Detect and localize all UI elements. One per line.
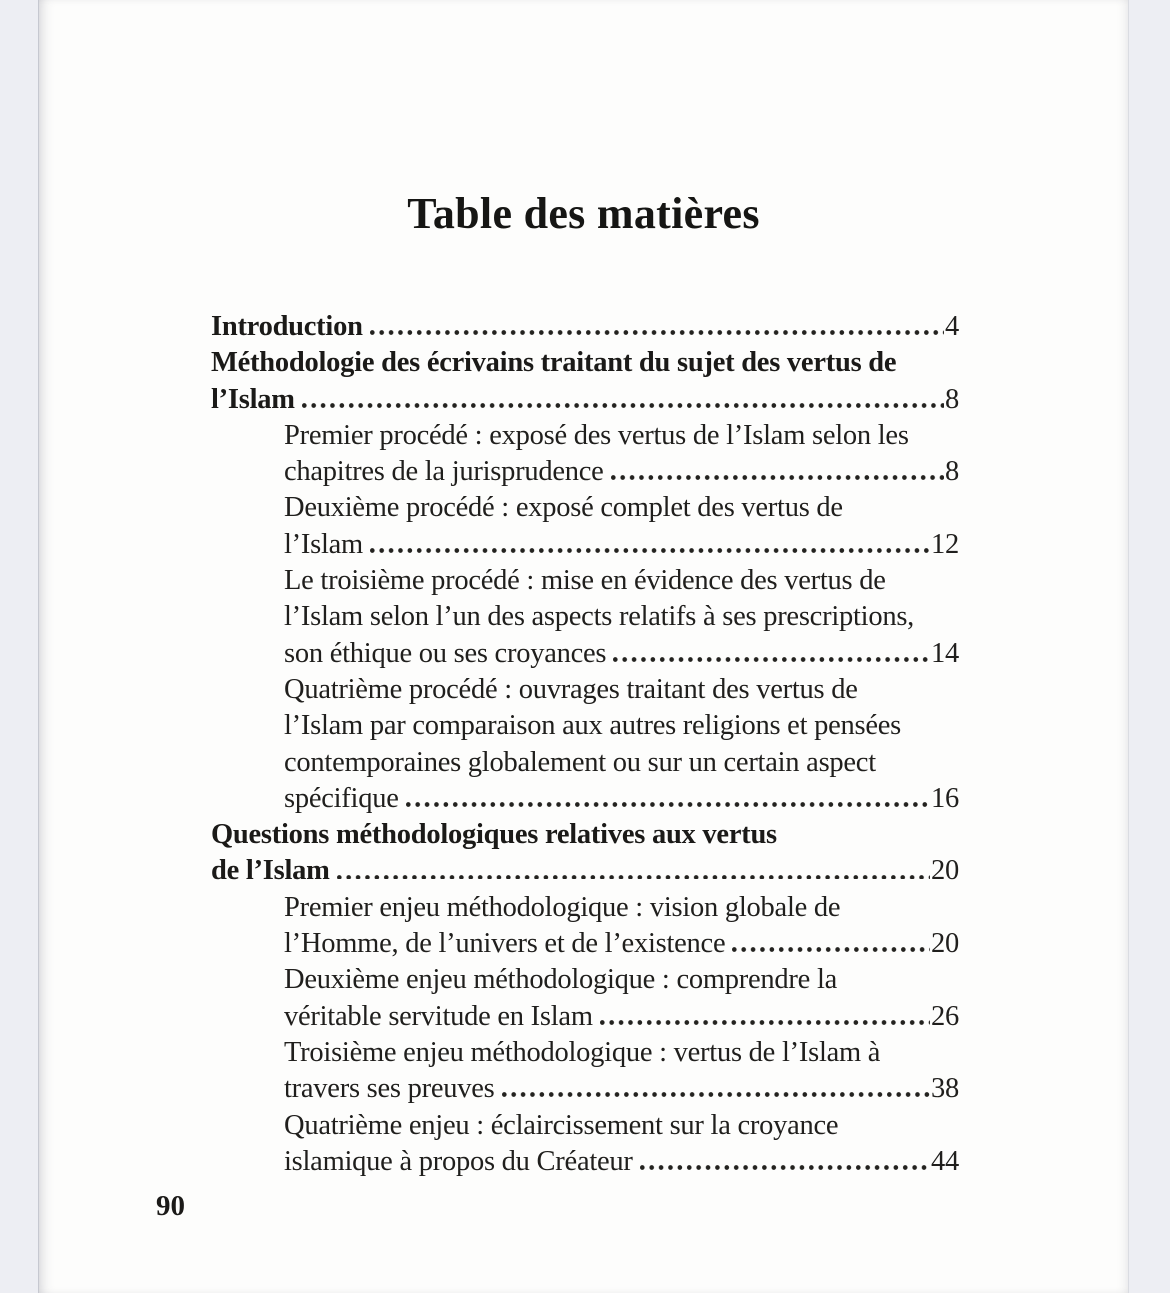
toc-list (211, 309, 959, 1180)
toc-entry-text: Quatrième enjeu : éclaircissement sur la croyance (284, 1109, 839, 1141)
toc-entry (211, 890, 959, 963)
dot-leader (302, 403, 944, 408)
toc-entry-line (284, 672, 959, 708)
dot-leader (370, 548, 930, 553)
toc-entry-text: l’Islam (211, 383, 295, 415)
toc-entry-line (284, 781, 959, 817)
toc-entry-text: Méthodologie des écrivains traitant du sujet des vertus de (211, 347, 897, 379)
dot-leader (337, 875, 930, 880)
toc-entry-line (284, 890, 959, 926)
dot-leader (732, 947, 930, 952)
toc-entry-text: Deuxième procédé : exposé complet des vertus de (284, 492, 843, 524)
toc-entry-text: son éthique ou ses croyances (284, 637, 607, 669)
toc-entry-text: Le troisième procédé : mise en évidence des vertus de (284, 565, 886, 597)
toc-entry-text: Deuxième enjeu méthodologique : comprendre la (284, 964, 838, 996)
toc-entry-text: travers ses preuves (284, 1073, 495, 1105)
toc-entry-page-number: 20 (931, 928, 959, 960)
toc-entry (211, 418, 959, 491)
book-page (38, 0, 1129, 1293)
toc-entry-line (284, 599, 959, 635)
toc-entry (211, 309, 959, 345)
toc-entry (211, 962, 959, 1035)
toc-entry-text: spécifique (284, 782, 399, 814)
dot-leader (613, 657, 930, 662)
toc-entry-text: Premier enjeu méthodologique : vision globale de (284, 891, 841, 923)
toc-entry-page-number: 8 (945, 383, 959, 415)
dot-leader (502, 1092, 930, 1097)
toc-entry-line (211, 345, 959, 381)
toc-entry-page-number: 4 (945, 311, 959, 342)
toc-entry-page-number: 20 (931, 855, 959, 887)
toc-entry-page-number: 12 (931, 528, 959, 560)
toc-entry-text: Introduction (211, 311, 363, 342)
toc-entry (211, 563, 959, 672)
toc-entry (211, 672, 959, 817)
toc-entry-page-number: 44 (931, 1145, 959, 1177)
toc-entry (211, 817, 959, 890)
toc-entry-text: contemporaines globalement ou sur un certain aspect (284, 746, 876, 778)
toc-entry-text: islamique à propos du Créateur (284, 1145, 633, 1177)
dot-leader (406, 802, 930, 807)
toc-entry-line (211, 817, 959, 853)
toc-entry-line (284, 1108, 959, 1144)
toc-entry-line (211, 382, 959, 418)
toc-entry-line (284, 1144, 959, 1180)
dot-leader (600, 1020, 930, 1025)
toc-entry-line (284, 418, 959, 454)
toc-entry (211, 1108, 959, 1181)
toc-entry-line (284, 999, 959, 1035)
toc-entry-text: l’Islam par comparaison aux autres religions et pensées (284, 710, 901, 742)
toc-entry-line (284, 1071, 959, 1107)
dot-leader (611, 475, 944, 480)
toc-entry-line (284, 490, 959, 526)
toc-entry-line (284, 454, 959, 490)
dot-leader (640, 1165, 930, 1170)
toc-entry (211, 345, 959, 418)
toc-entry-page-number: 14 (931, 637, 959, 669)
toc-entry-page-number: 38 (931, 1073, 959, 1105)
toc-entry-text: Questions méthodologiques relatives aux vertus (211, 819, 777, 851)
toc-entry-line (211, 853, 959, 889)
toc-entry-line (284, 745, 959, 781)
toc-entry-line (284, 563, 959, 599)
toc-entry-line (211, 309, 959, 345)
toc-entry-page-number: 16 (931, 782, 959, 814)
toc-entry (211, 490, 959, 563)
toc-entry-page-number: 8 (945, 456, 959, 488)
toc-entry-text: Premier procédé : exposé des vertus de l’Islam selon les (284, 419, 909, 451)
toc-entry-text: l’Islam (284, 528, 363, 560)
toc-entry-text: l’Islam selon l’un des aspects relatifs à ses prescriptions, (284, 601, 915, 633)
toc-entry-text: l’Homme, de l’univers et de l’existence (284, 928, 726, 960)
toc-entry-text: Quatrième procédé : ouvrages traitant des vertus de (284, 673, 858, 705)
toc-entry-text: chapitres de la jurisprudence (284, 456, 604, 488)
toc-entry-line (284, 527, 959, 563)
toc-entry-text: véritable servitude en Islam (284, 1000, 593, 1032)
toc-entry (211, 1035, 959, 1108)
toc-entry-line (284, 962, 959, 998)
dot-leader (370, 330, 944, 335)
page-title: Table des matières (407, 189, 760, 238)
toc-entry-text: de l’Islam (211, 855, 330, 887)
toc-entry-line (284, 708, 959, 744)
page-number: 90 (156, 1190, 185, 1222)
toc-entry-line (284, 926, 959, 962)
toc-entry-page-number: 26 (931, 1000, 959, 1032)
toc-entry-text: Troisième enjeu méthodologique : vertus de l’Islam à (284, 1036, 881, 1068)
toc-entry-line (284, 1035, 959, 1071)
toc-entry-line (284, 636, 959, 672)
